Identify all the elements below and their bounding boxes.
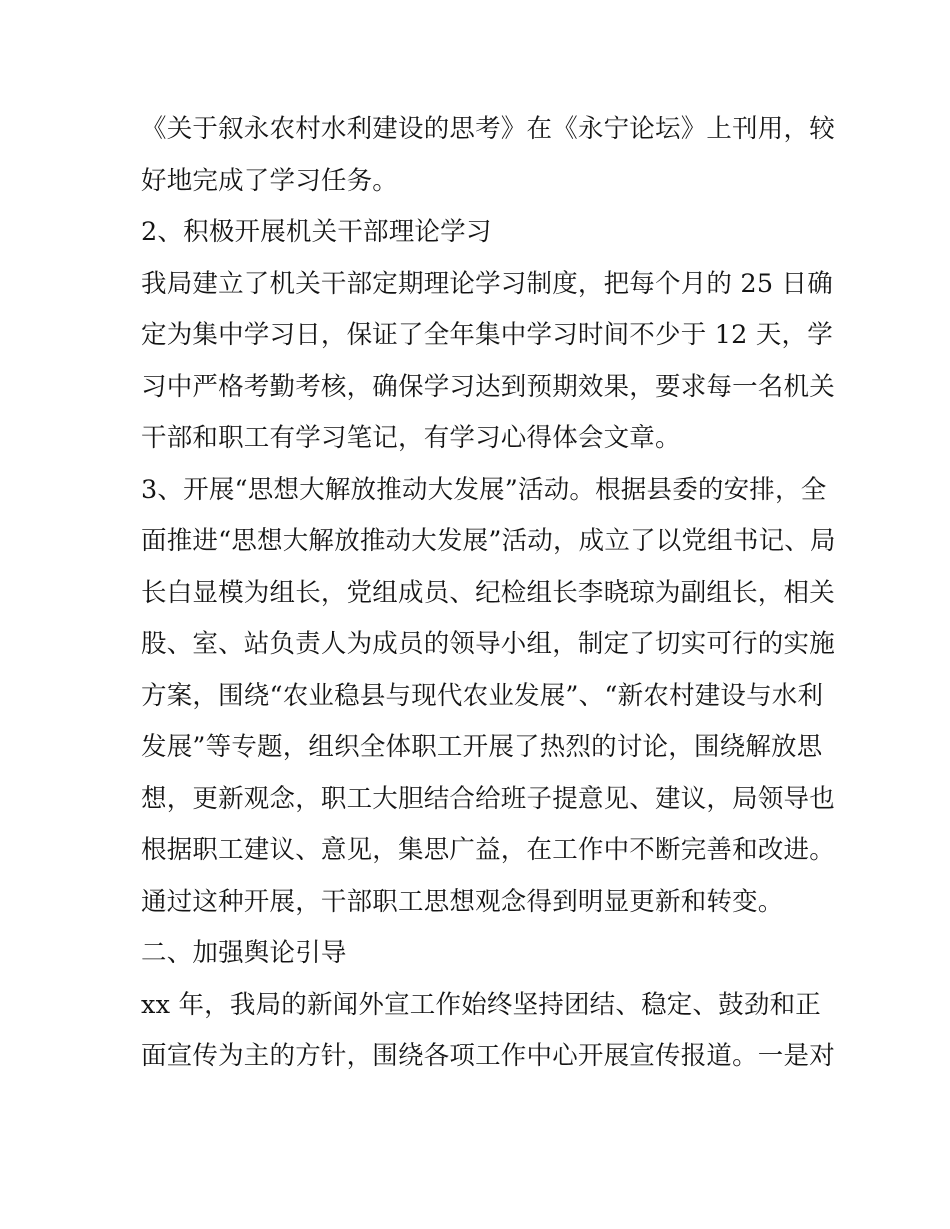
text-line: 《关于叙永农村水利建设的思考》在《永宁论坛》上刊用，较 (141, 114, 835, 144)
text-line: 3、开展“思想大解放推动大发展”活动。根据县委的安排，全 (141, 474, 827, 505)
text-line: xx 年，我局的新闻外宣工作始终坚持团结、稳定、鼓劲和正 (141, 989, 821, 1020)
text-line: 干部和职工有学习笔记，有学习心得体会文章。 (141, 423, 681, 453)
text-line: 方案，围绕“农业稳县与现代农业发展”、“新农村建设与水利 (141, 680, 824, 711)
section-heading: 2、积极开展机关干部理论学习 (141, 217, 492, 247)
text-line: 面推进“思想大解放推动大发展”活动，成立了以党组书记、局 (141, 526, 836, 556)
section-heading: 二、加强舆论引导 (141, 938, 347, 968)
text-line: 定为集中学习日，保证了全年集中学习时间不少于 12 天，学 (141, 320, 833, 350)
text-line: 想，更新观念，职工大胆结合给班子提意见、建议，局领导也 (141, 783, 835, 814)
text-line: 股、室、站负责人为成员的领导小组，制定了切实可行的实施 (141, 629, 835, 659)
text-line: 发展”等专题，组织全体职工开展了热烈的讨论，围绕解放思 (141, 732, 823, 762)
text-line: 好地完成了学习任务。 (141, 165, 399, 196)
document-body (141, 104, 836, 1083)
text-line: 通过这种开展，干部职工思想观念得到明显更新和转变。 (141, 886, 784, 917)
text-line: 习中严格考勤考核，确保学习达到预期效果，要求每一名机关 (141, 371, 835, 402)
text-line: 面宣传为主的方针，围绕各项工作中心开展宣传报道。一是对 (141, 1041, 835, 1071)
text-line: 我局建立了机关干部定期理论学习制度，把每个月的 25 日确 (141, 268, 833, 299)
text-line: 根据职工建议、意见，集思广益，在工作中不断完善和改进。 (141, 835, 835, 865)
text-line: 长白显模为组长，党组成员、纪检组长李晓琼为副组长，相关 (141, 577, 835, 608)
